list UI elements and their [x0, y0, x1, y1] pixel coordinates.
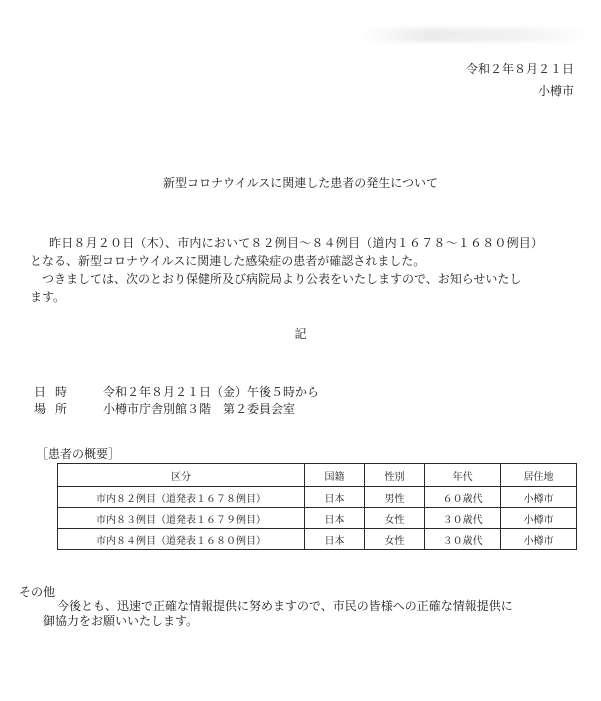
cell-age: ３０歳代 [425, 529, 501, 550]
cell-category: 市内８３例目（道発表１６７９例目） [58, 508, 305, 529]
datetime-label: 日時 [34, 385, 77, 399]
cell-residence: 小樽市 [501, 508, 577, 529]
scan-artifact [360, 28, 590, 42]
table-row [58, 529, 577, 550]
place-value: 小樽市庁舎別館３階 第２委員会室 [103, 402, 296, 416]
cell-residence: 小樽市 [501, 529, 577, 550]
cell-gender: 女性 [365, 508, 425, 529]
paragraph-2-line-2: ます。 [30, 290, 66, 304]
cell-gender: 男性 [365, 487, 425, 508]
header-age: 年代 [425, 464, 501, 487]
paragraph-1-line-2: となる、新型コロナウイルスに関連した感染症の患者が確認されました。 [30, 254, 426, 268]
header-nationality: 国籍 [305, 464, 365, 487]
cell-category: 市内８４例目（道発表１６８０例目） [58, 529, 305, 550]
document-title: 新型コロナウイルスに関連した患者の発生について [162, 176, 439, 190]
table-row [58, 508, 577, 529]
cell-nationality: 日本 [305, 487, 365, 508]
table-row [58, 487, 577, 508]
cell-age: ３０歳代 [425, 508, 501, 529]
paragraph-2-line-1: つきましては、次のとおり保健所及び病院局より公表をいたしますので、お知らせいたし [42, 272, 522, 286]
paragraph-1-line-1: 昨日８月２０日（木）、市内において８２例目～８４例目（道内１６７８～１６８０例目） [49, 236, 544, 250]
table-header-row [58, 464, 577, 487]
cell-gender: 女性 [365, 529, 425, 550]
other-line-1: 今後とも、迅速で正確な情報提供に努めますので、市民の皆様への正確な情報提供に [57, 599, 513, 613]
other-heading: その他 [19, 585, 56, 599]
place-label: 場所 [34, 402, 77, 416]
header-gender: 性別 [365, 464, 425, 487]
patient-table [57, 463, 577, 550]
cell-nationality: 日本 [305, 508, 365, 529]
document-date: 令和２年８月２１日 [465, 62, 574, 76]
header-category: 区分 [58, 464, 305, 487]
ki-heading: 記 [294, 327, 307, 341]
issuer-name: 小樽市 [537, 84, 574, 98]
cell-age: ６０歳代 [425, 487, 501, 508]
patient-summary-heading: ［患者の概要］ [36, 447, 121, 461]
cell-residence: 小樽市 [501, 487, 577, 508]
cell-nationality: 日本 [305, 529, 365, 550]
datetime-value: 令和２年８月２１日（金）午後５時から [103, 385, 320, 399]
other-line-2: 御協力をお願いいたします。 [43, 614, 199, 628]
cell-category: 市内８２例目（道発表１６７８例目） [58, 487, 305, 508]
header-residence: 居住地 [501, 464, 577, 487]
